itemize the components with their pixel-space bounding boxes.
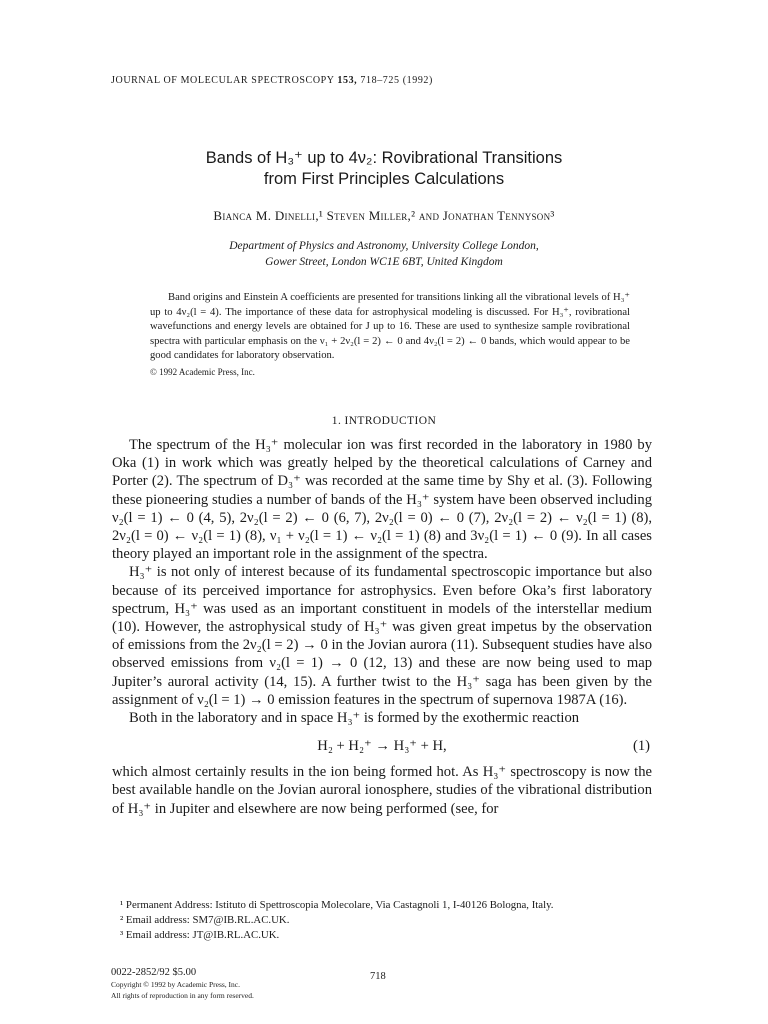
running-head: [111, 75, 433, 86]
equation-number: (1): [632, 738, 650, 755]
footer-copyright: Copyright © 1992 by Academic Press, Inc.: [111, 980, 241, 989]
journal-volume: 153,: [337, 75, 358, 86]
equation-1: [112, 729, 652, 763]
affiliation-line-1: Department of Physics and Astronomy, University College London,: [229, 240, 539, 252]
footer-rights: All rights of reproduction in any form reserved.: [111, 991, 254, 1000]
journal-name: JOURNAL OF MOLECULAR SPECTROSCOPY: [111, 75, 335, 86]
paragraph-3: Both in the laboratory and in space H₃⁺ is formed by the exothermic reaction: [129, 710, 580, 727]
author-list: Bianca M. Dinelli,¹ Steven Miller,² and Jonathan Tennyson³: [213, 208, 555, 223]
affiliation-line-2: Gower Street, London WC1E 6BT, United Kingdom: [265, 256, 503, 268]
title-line-2: from First Principles Calculations: [263, 170, 505, 188]
abstract-text: Band origins and Einstein A coefficients are presented for transitions linking all the vibrational levels of H₃⁺ up to 4ν₂(l = 4). The importance of these data for astrophysical modeling is discussed. For H₃⁺, rovibrational wavefunctions and energy levels are obtained for J up to 16. These are used to synthesize sample rovibrational spectra with particular emphasis on the ν₁ + 2ν₂(l = 2) ← 0 and 4ν₂(l = 2) ← 0 bands, which would appear to be good candidates for laboratory observation.: [150, 292, 630, 361]
paragraph-1: The spectrum of the H₃⁺ molecular ion was first recorded in the laboratory in 1980 by Oka (1) in work which was greatly helped by the theoretical calculations of Carney and Porter (2). The spectrum of D₃⁺ was recorded at the same time by Shy et al. (3). Following these pioneering studies a number of bands of the H₃⁺ system have been observed including ν₂(l = 1) ← 0 (4, 5), 2ν₂(l = 2) ← 0 (6, 7), 2ν₂(l = 0) ← 0 (7), 2ν₂(l = 2) ← ν₂(l = 1) (8), 2ν₂(l = 0) ← ν₂(l = 1) (8), ν₁ + ν₂(l = 1) ← ν₂(l = 1) (8) and 3ν₂(l = 1) ← 0 (9). In all cases theory played an important role in the assignment of the spectra.: [112, 437, 652, 563]
title-line-1: Bands of H₃⁺ up to 4ν₂: Rovibrational Transitions: [205, 149, 563, 167]
affiliation: [0, 238, 768, 270]
footnote-3: ³ Email address: JT@IB.RL.AC.UK.: [120, 929, 280, 941]
page-number: 718: [370, 971, 386, 982]
body-text: [112, 436, 652, 818]
issn-price: 0022-2852/92 $5.00: [111, 967, 197, 978]
equation-text: H₂ + H₂⁺ → H₃⁺ + H,: [317, 738, 447, 755]
journal-pages-year: 718–725 (1992): [360, 75, 433, 86]
paragraph-2: H₃⁺ is not only of interest because of its fundamental spectroscopic importance but also because of its perceived importance for astrophysics. Even before Oka’s first laboratory spectrum, H₃⁺ was used as an important constituent in models of the interstellar medium (10). However, the astrophysical study of H₃⁺ was given great impetus by the observation of emissions from the 2ν₂(l = 2) → 0 in the Jovian aurora (11). Subsequent studies have also observed emissions from ν₂(l = 1) → 0 (12, 13) and these are now being used to map Jupiter’s auroral activity (14, 15). A further twist to the H₃⁺ saga has been given by the assignment of ν₂(l = 1) → 0 emission features in the spectrum of supernova 1987A (16).: [112, 564, 652, 708]
footnote-2: ² Email address: SM7@IB.RL.AC.UK.: [120, 914, 290, 926]
footnote-1: ¹ Permanent Address: Istituto di Spettroscopia Molecolare, Via Castagnoli 1, I-40126 Bologna, Italy.: [120, 899, 554, 911]
article-title: [0, 148, 768, 190]
abstract: [150, 291, 630, 379]
footnotes: [120, 898, 660, 943]
abstract-copyright: © 1992 Academic Press, Inc.: [150, 366, 255, 377]
paragraph-4: which almost certainly results in the ion being formed hot. As H₃⁺ spectroscopy is now the best available handle on the Jovian auroral ionosphere, studies of the vibrational distribution of H₃⁺ in Jupiter and elsewhere are now being performed (see, for: [112, 764, 652, 817]
footer-imprint: [111, 967, 254, 1001]
section-heading-introduction: 1. INTRODUCTION: [331, 415, 437, 427]
